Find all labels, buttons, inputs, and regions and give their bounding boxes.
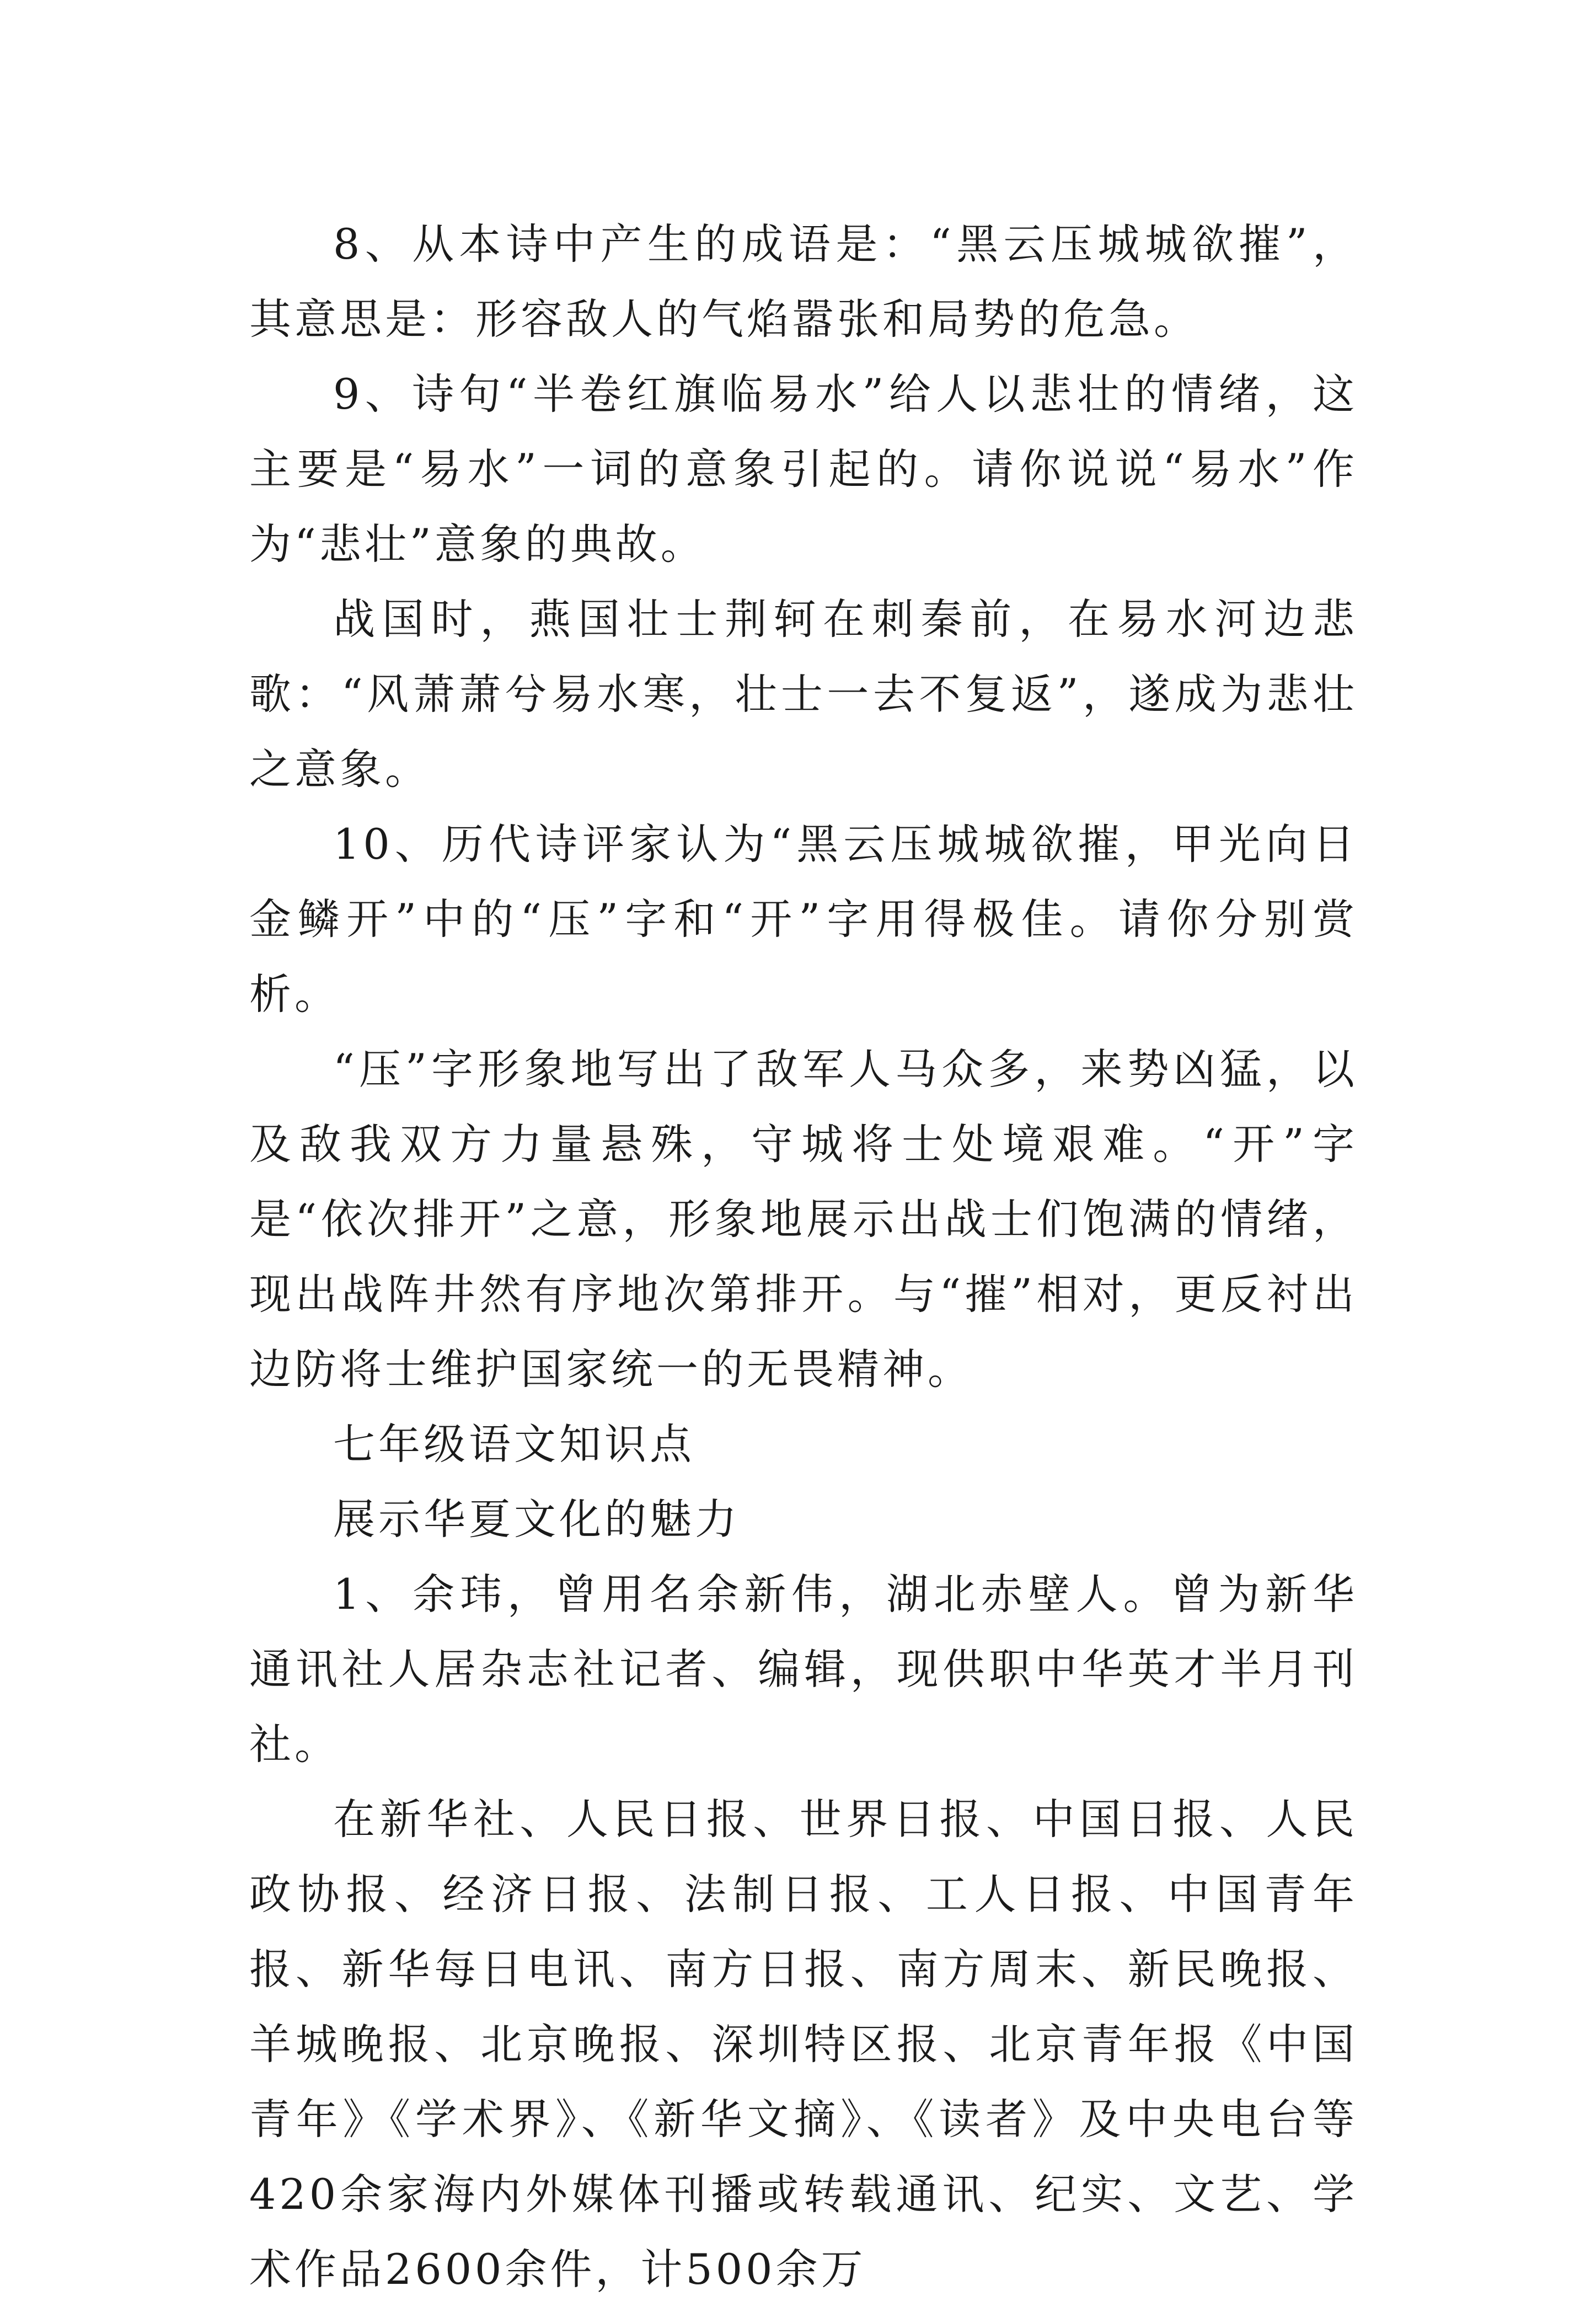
paragraph-q9: 9、诗句“半卷红旗临易水”给人以悲壮的情绪，这主要是“易水”一词的意象引起的。请你说说“易水”作为“悲壮”意象的典故。 — [249, 370, 1358, 569]
section-subheading: 展示华夏文化的魅力 — [333, 1495, 740, 1544]
paragraph-q10-answer: “压”字形象地写出了敌军人马众多，来势凶猛，以及敌我双方力量悬殊，守城将士处境艰难。“开”字是“依次排开”之意，形象地展示出战士们饱满的情绪，现出战阵井然有序地次第排开。与“摧”相对，更反衬出边防将士维护国家统一的无畏精神。 — [249, 1045, 1358, 1394]
paragraph-q10: 10、历代诗评家认为“黑云压城城欲摧，甲光向日金鳞开”中的“压”字和“开”字用得极佳。请你分别赏析。 — [249, 820, 1358, 1019]
paragraph-q8: 8、从本诗中产生的成语是：“黑云压城城欲摧”，其意思是：形容敌人的气焰嚣张和局势的危急。 — [249, 220, 1358, 344]
paragraph-q9-answer: 战国时，燕国壮士荆轲在刺秦前，在易水河边悲歌：“风萧萧兮易水寒，壮士一去不复返”，遂成为悲壮之意象。 — [249, 595, 1358, 794]
paragraph-media-list: 在新华社、人民日报、世界日报、中国日报、人民政协报、经济日报、法制日报、工人日报、中国青年报、新华每日电讯、南方日报、南方周末、新民晚报、羊城晚报、北京晚报、深圳特区报、北京青年报《中国青年》《学术界》、《新华文摘》、《读者》及中央电台等420余家海内外媒体刊播或转载通讯、纪实、文艺、学术作品2600余件，计500余万 — [249, 1795, 1358, 2294]
document-body — [249, 207, 1358, 2307]
section-heading: 七年级语文知识点 — [333, 1420, 695, 1469]
paragraph-item-1: 1、余玮，曾用名余新伟，湖北赤壁人。曾为新华通讯社人居杂志社记者、编辑，现供职中华英才半月刊社。 — [249, 1570, 1358, 1769]
